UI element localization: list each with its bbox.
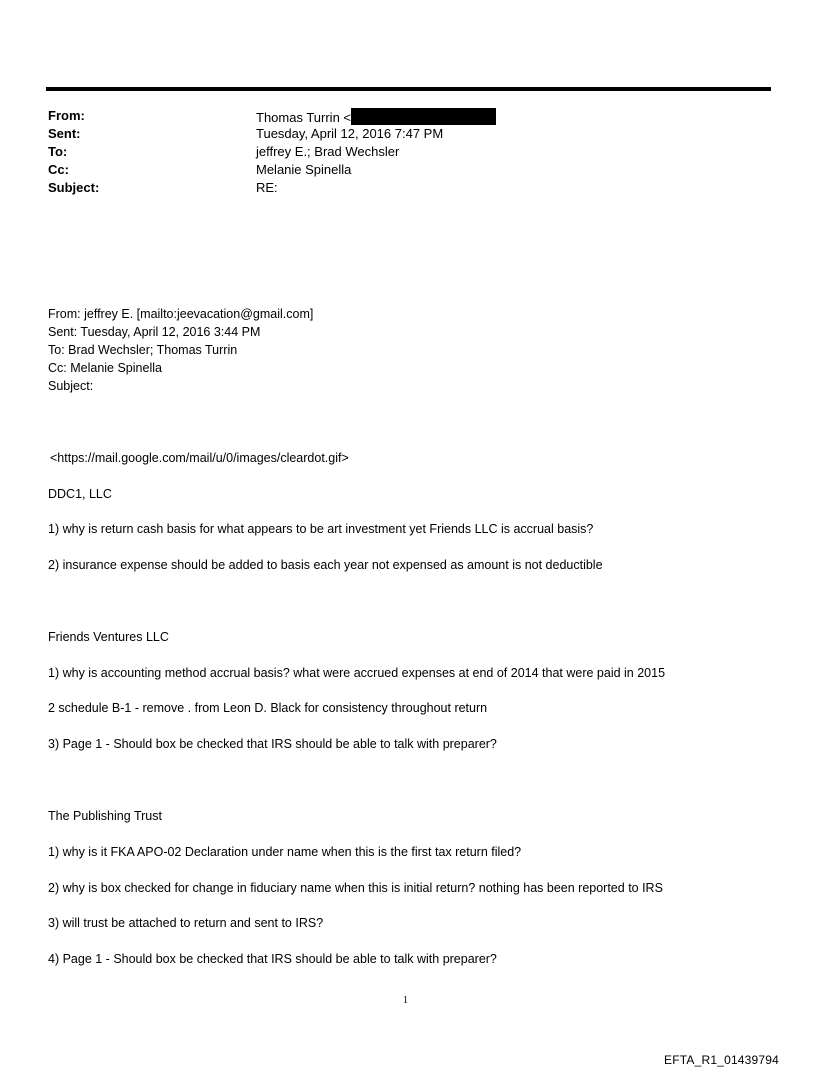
quoted-to: To: Brad Wechsler; Thomas Turrin bbox=[48, 343, 238, 357]
trust-question-3: 3) will trust be attached to return and sent to IRS? bbox=[48, 916, 324, 930]
section-title-ddc1: DDC1, LLC bbox=[48, 487, 112, 501]
friends-question-2: 2 schedule B-1 - remove . from Leon D. Black for consistency throughout return bbox=[48, 701, 488, 715]
to-label: To: bbox=[48, 144, 68, 159]
bates-number: EFTA_R1_01439794 bbox=[664, 1053, 780, 1067]
ddc1-question-2: 2) insurance expense should be added to basis each year not expensed as amount is not deductible bbox=[48, 558, 603, 572]
redaction-block bbox=[351, 108, 496, 125]
quoted-from: From: jeffrey E. [mailto:jeevacation@gmail.com] bbox=[48, 307, 314, 321]
cc-value: Melanie Spinella bbox=[256, 162, 352, 177]
friends-question-1: 1) why is accounting method accrual basis? what were accrued expenses at end of 2014 that were paid in 2015 bbox=[48, 666, 666, 680]
trust-question-2: 2) why is box checked for change in fiduciary name when this is initial return? nothing has been reported to IRS bbox=[48, 881, 663, 895]
page-number: 1 bbox=[403, 995, 408, 1006]
cc-label: Cc: bbox=[48, 162, 69, 177]
section-title-friends: Friends Ventures LLC bbox=[48, 630, 169, 644]
quoted-subject: Subject: bbox=[48, 379, 94, 393]
ddc1-question-1: 1) why is return cash basis for what appears to be art investment yet Friends LLC is accrual basis? bbox=[48, 522, 594, 536]
from-label: From: bbox=[48, 108, 85, 123]
from-value bbox=[256, 108, 496, 126]
to-value: jeffrey E.; Brad Wechsler bbox=[256, 144, 400, 159]
friends-question-3: 3) Page 1 - Should box be checked that IRS should be able to talk with preparer? bbox=[48, 737, 497, 751]
from-name: Thomas Turrin < bbox=[256, 110, 352, 125]
trust-question-4: 4) Page 1 - Should box be checked that IRS should be able to talk with preparer? bbox=[48, 952, 497, 966]
sent-label: Sent: bbox=[48, 126, 81, 141]
section-title-trust: The Publishing Trust bbox=[48, 809, 162, 823]
subject-label: Subject: bbox=[48, 180, 100, 195]
sent-value: Tuesday, April 12, 2016 7:47 PM bbox=[256, 126, 444, 141]
quoted-sent: Sent: Tuesday, April 12, 2016 3:44 PM bbox=[48, 325, 261, 339]
trust-question-1: 1) why is it FKA APO-02 Declaration under name when this is the first tax return filed? bbox=[48, 845, 522, 859]
quoted-cc: Cc: Melanie Spinella bbox=[48, 361, 162, 375]
subject-value: RE: bbox=[256, 180, 278, 195]
header-rule bbox=[46, 87, 771, 91]
image-link: <https://mail.google.com/mail/u/0/images/cleardot.gif> bbox=[50, 451, 349, 465]
